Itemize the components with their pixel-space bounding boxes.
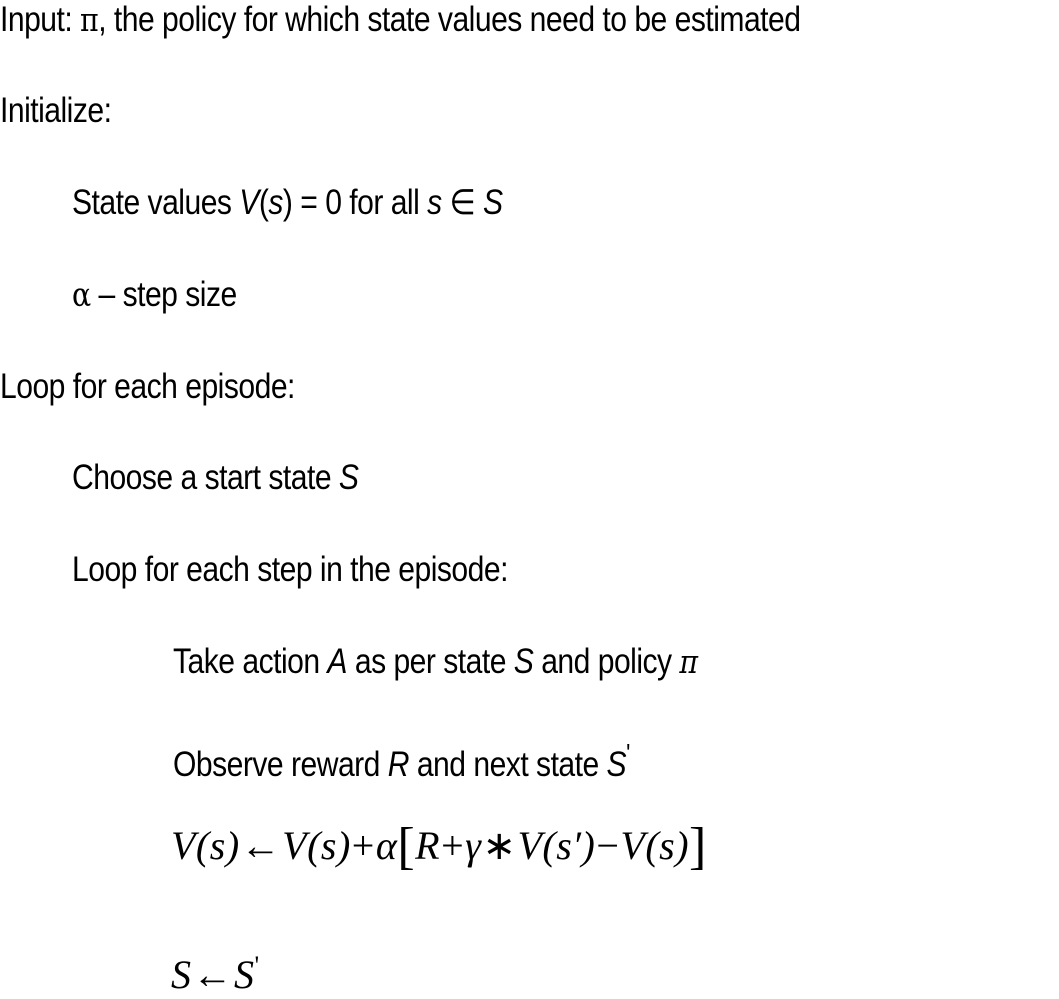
value-current-state: V(s)	[171, 823, 240, 868]
state-values-text: State values	[72, 183, 240, 222]
take-action-line	[173, 642, 698, 682]
input-line	[0, 0, 800, 40]
plus-operator: +	[351, 823, 375, 868]
value-function-symbol: V	[239, 183, 259, 222]
state-symbol: s	[427, 183, 442, 222]
next-state-text: and next state	[408, 745, 607, 784]
close-bracket: ]	[689, 818, 707, 875]
alpha-symbol: α	[72, 275, 91, 314]
loop-step-line: Loop for each step in the episode:	[72, 550, 508, 589]
step-size-text: – step size	[90, 275, 237, 314]
reward-symbol: R	[387, 745, 409, 784]
as-per-state-text: as per state	[347, 642, 514, 681]
next-state-symbol: S	[234, 952, 255, 997]
element-of-symbol: ∈	[441, 183, 484, 222]
prime-mark: '	[254, 951, 260, 980]
state-symbol: S	[513, 642, 534, 681]
input-label: Input:	[0, 0, 81, 39]
choose-start-line	[72, 458, 358, 498]
prime-mark: '	[626, 738, 630, 768]
paren-close: )	[282, 183, 293, 222]
and-policy-text: and policy	[533, 642, 680, 681]
choose-start-text: Choose a start state	[72, 458, 339, 497]
input-description: , the policy for which state values need to be estimated	[98, 0, 801, 39]
reward-symbol: R	[415, 823, 441, 868]
state-symbol: s	[268, 183, 283, 222]
multiply-operator: ∗	[482, 823, 517, 868]
take-action-text: Take action	[173, 642, 328, 681]
action-symbol: A	[327, 642, 348, 681]
paren-open: (	[258, 183, 269, 222]
pi-symbol: π	[679, 642, 698, 681]
value-current-state: V(s)	[620, 823, 690, 868]
state-update-equation	[171, 942, 260, 999]
state-set-symbol: S	[483, 183, 503, 222]
state-symbol: S	[171, 952, 192, 997]
state-symbol: S	[606, 745, 627, 784]
plus-operator: +	[441, 823, 465, 868]
equals-zero-text: = 0 for all	[292, 183, 428, 222]
open-bracket: [	[397, 818, 416, 875]
observe-line	[173, 733, 630, 785]
td-update-equation	[171, 818, 707, 875]
pi-symbol: π	[80, 0, 99, 39]
alpha-symbol: α	[375, 823, 398, 868]
state-symbol: S	[338, 458, 359, 497]
value-current-state: V(s)	[282, 823, 351, 868]
initialize-heading: Initialize:	[0, 91, 112, 130]
assign-arrow: ←	[240, 823, 282, 868]
assign-arrow: ←	[192, 952, 233, 997]
observe-reward-text: Observe reward	[173, 745, 388, 784]
value-next-state: V(s′)	[517, 823, 596, 868]
init-state-values-line	[72, 183, 503, 223]
gamma-symbol: γ	[465, 823, 482, 868]
init-step-size-line	[72, 275, 237, 315]
minus-operator: −	[596, 823, 620, 868]
loop-episode-line: Loop for each episode:	[0, 367, 295, 406]
